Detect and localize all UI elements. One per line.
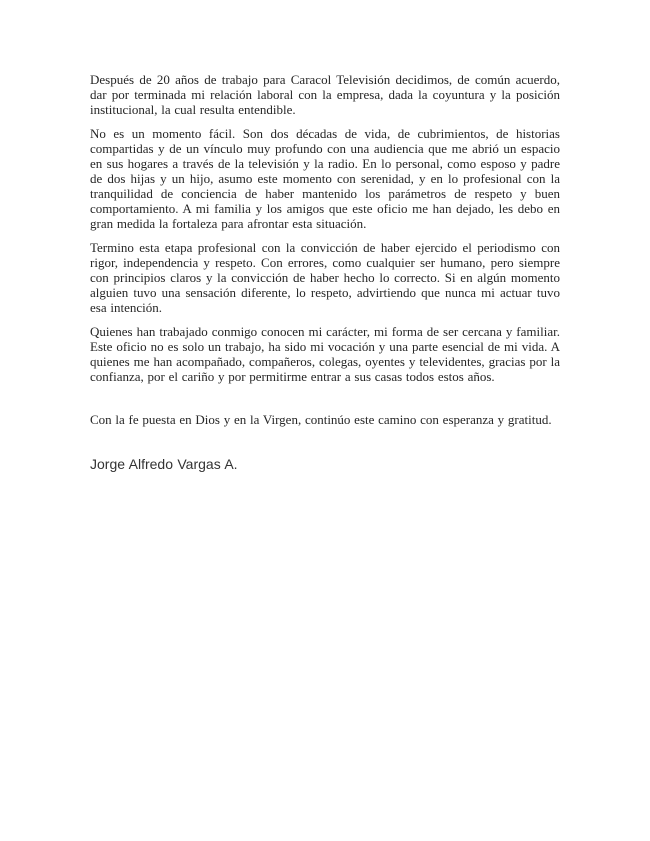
letter-paragraph-4: Quienes han trabajado conmigo conocen mi carácter, mi forma de ser cercana y familiar. Este oficio no es solo un trabajo, ha sido mi vocación y una parte esencial de mi vida. A quienes me han acompañado, compañeros, colegas, oyentes y televidentes, gracias por la confianza, por el cariño y por permitirme entrar a sus casas todos estos años.: [90, 324, 560, 384]
letter-paragraph-3: Termino esta etapa profesional con la convicción de haber ejercido el periodismo con rigor, independencia y respeto. Con errores, como cualquier ser humano, pero siempre con principios claros y la convicción de haber hecho lo correcto. Si en algún momento alguien tuvo una sensación diferente, lo respeto, advirtiendo que nunca mi actuar tuvo esa intención.: [90, 240, 560, 315]
letter-paragraph-1: Después de 20 años de trabajo para Caracol Televisión decidimos, de común acuerdo, dar por terminada mi relación laboral con la empresa, dada la coyuntura y la posición institucional, la cual resulta entendible.: [90, 72, 560, 117]
letter-paragraph-2: No es un momento fácil. Son dos décadas de vida, de cubrimientos, de historias compartidas y de un vínculo muy profundo con una audiencia que me abrió un espacio en sus hogares a través de la televisión y la radio. En lo personal, como esposo y padre de dos hijas y un hijo, asumo este momento con serenidad, y en lo profesional con la tranquilidad de conciencia de haber mantenido los parámetros de respeto y buen comportamiento. A mi familia y los amigos que este oficio me han dejado, les debo en gran medida la fortaleza para afrontar esta situación.: [90, 126, 560, 231]
letter-closing-line: Con la fe puesta en Dios y en la Virgen, continúo este camino con esperanza y gratitud.: [90, 412, 552, 427]
letter-body: [90, 72, 560, 472]
signature-name: Jorge Alfredo Vargas A.: [90, 456, 238, 472]
